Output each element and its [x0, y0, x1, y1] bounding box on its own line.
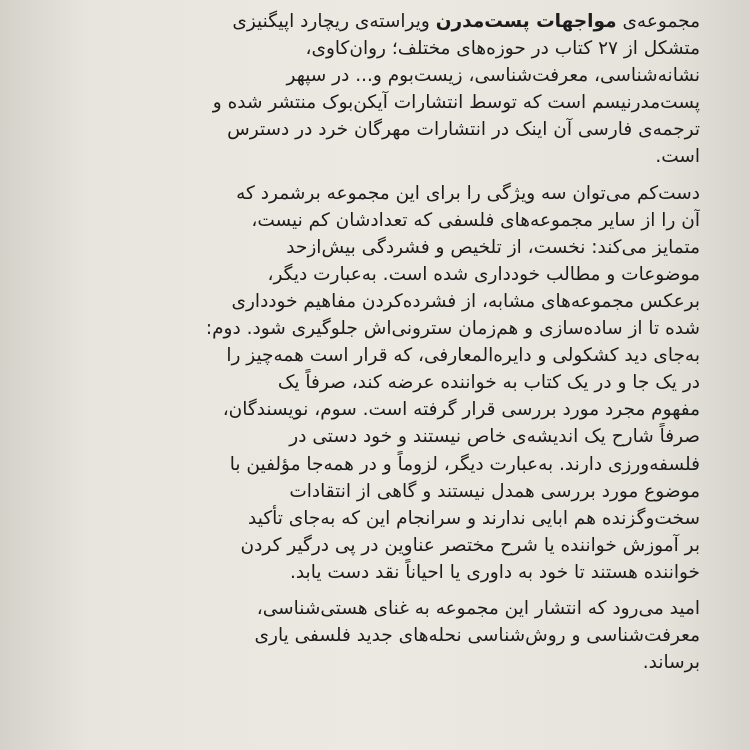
text-line: نشانه‌شناسی، معرفت‌شناسی، زیست‌بوم و... در سپهر: [286, 65, 700, 87]
text-line: شده تا از ساده‌سازی و هم‌زمان سترونی‌اش جلوگیری شود. دوم:: [205, 318, 700, 340]
paragraph-1: [40, 8, 700, 171]
text-line: برعکس مجموعه‌های مشابه، از فشرده‌کردن مفاهیم خودداری: [231, 290, 700, 312]
text-line: پست‌مدرنیسم است که توسط انتشارات آیکن‌بوک منتشر شده و: [212, 92, 700, 114]
text-line: موضوعات و مطالب خودداری شده است. به‌عبارت دیگر،: [267, 263, 700, 285]
text-line: امید می‌رود که انتشار این مجموعه به غنای هستی‌شناسی،: [256, 597, 700, 619]
text-line: ترجمه‌ی فارسی آن اینک در انتشارات مهرگان خرد در دسترس: [227, 119, 700, 141]
text-run: ویراسته‌ی ریچارد اپیگنیزی: [232, 11, 430, 32]
text-run: مجموعه‌ی: [622, 11, 700, 32]
text-line: برساند.: [642, 652, 700, 674]
text-line: در یک جا و در یک کتاب به خواننده عرضه کند، صرفاً یک: [277, 372, 700, 394]
text-line: فلسفه‌ورزی دارند. به‌عبارت دیگر، لزوماً و در همه‌جا مؤلفین با: [229, 453, 700, 475]
text-line: [40, 8, 700, 35]
text-line: سخت‌وگزنده هم ابایی ندارند و سرانجام این که به‌جای تأکید: [248, 507, 700, 529]
text-line: متشکل از ۲۷ کتاب در حوزه‌های مختلف؛ روان‌کاوی،: [305, 38, 700, 60]
text-line: متمایز می‌کند: نخست، از تلخیص و فشردگی بیش‌ازحد: [286, 236, 700, 258]
text-line: به‌جای دید کشکولی و دایره‌المعارفی، که قرار است همه‌چیز را: [226, 345, 700, 367]
text-line: موضوع مورد بررسی همدل نیستند و گاهی از انتقادات: [289, 480, 700, 502]
text-line: است.: [655, 146, 700, 168]
text-line: معرفت‌شناسی و روش‌شناسی نحله‌های جدید فلسفی یاری: [254, 625, 700, 647]
text-line: خواننده هستند تا خود به داوری یا احیاناً نقد دست یابد.: [289, 561, 700, 583]
paragraph-2: [40, 180, 700, 586]
body-text: [40, 8, 700, 685]
paragraph-3: [40, 595, 700, 676]
series-title: مواجهات پست‌مدرن: [435, 11, 617, 32]
text-line: بر آموزش خواننده یا شرح مختصر عناوین در پی درگیر کردن: [240, 534, 700, 556]
text-line: صرفاً شارح یک اندیشه‌ی خاص نیستند و خود دستی در: [289, 426, 700, 448]
text-line: مفهوم مجرد مورد بررسی قرار گرفته است. سوم، نویسندگان،: [222, 399, 700, 421]
text-line: دست‌کم می‌توان سه ویژگی را برای این مجموعه برشمرد که: [236, 182, 700, 204]
text-line: آن را از سایر مجموعه‌های فلسفی که تعدادشان کم نیست،: [251, 209, 700, 231]
